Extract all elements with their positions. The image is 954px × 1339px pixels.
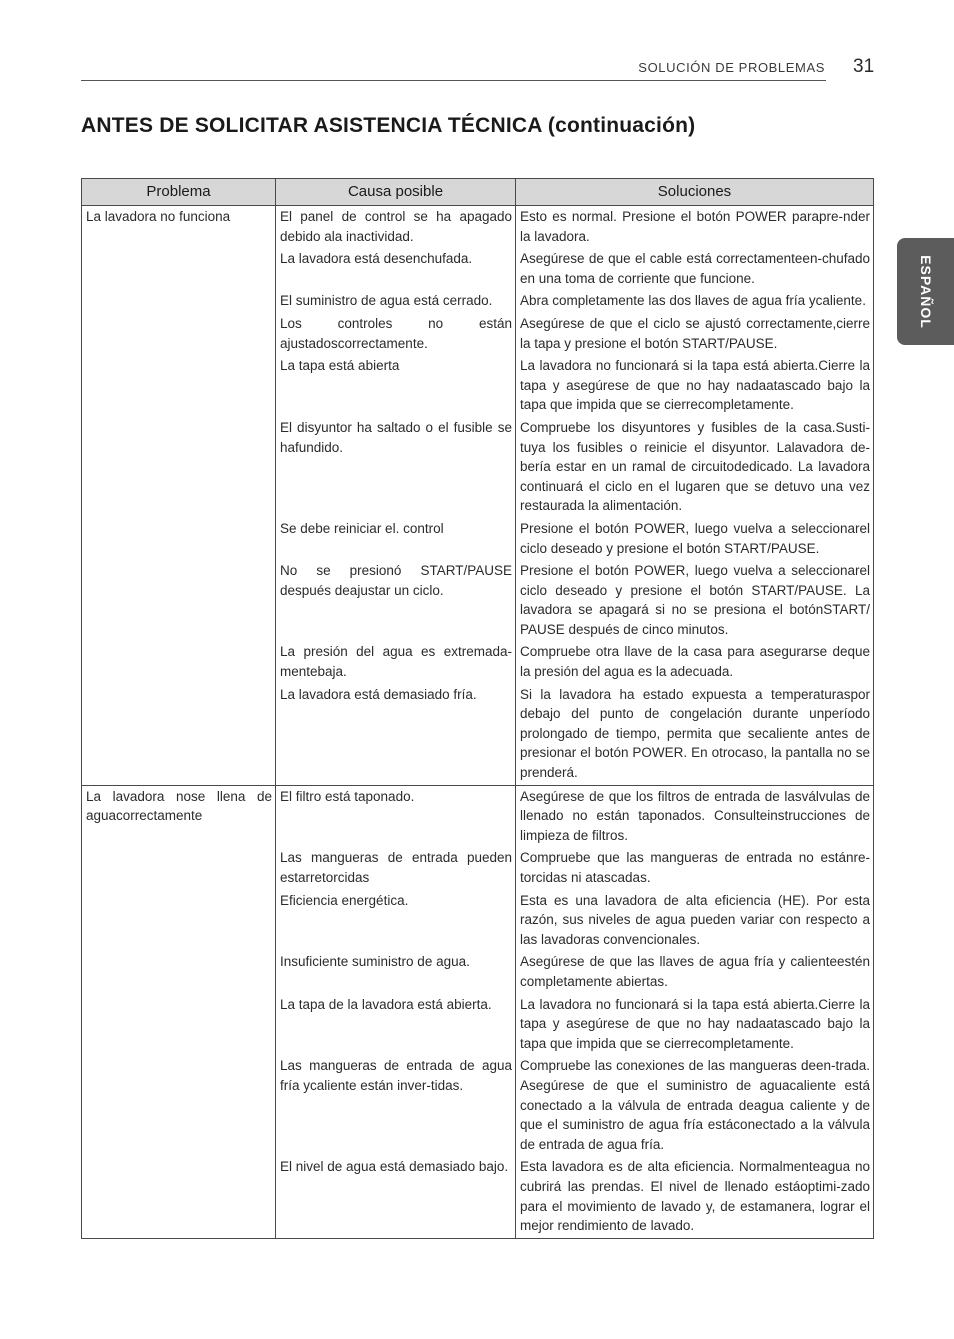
solution-cell [516, 313, 874, 355]
table-row [82, 890, 874, 952]
page-number: 31 [853, 56, 875, 77]
problem-cell [82, 641, 276, 683]
solution-text: Asegúrese de que el ciclo se ajustó correctamente,cierre la tapa y presione el botón START/PAUSE. [520, 315, 870, 351]
solution-text: Si la lavadora ha estado expuesta a temperaturaspor debajo del punto de congelación durante unperíodo prolongado de tiempo, permita que secaliente antes de presionar el botón POWER. En otrocaso, la pantalla no se prenderá. [520, 686, 870, 781]
solution-cell [516, 290, 874, 313]
solution-cell [516, 248, 874, 290]
solution-text: Esta lavadora es de alta eficiencia. Normalmenteagua no cubrirá las prendas. El nivel de llenado estáoptimi-zado para el movimiento de lavado y, de estamanera, lograr el mejor rendimiento de lavado. [520, 1159, 870, 1234]
table-row [82, 518, 874, 560]
solution-cell [516, 560, 874, 641]
cause-text: Eficiencia energética. [280, 892, 409, 908]
solution-cell [516, 684, 874, 785]
solution-cell [516, 951, 874, 993]
cause-cell [276, 1156, 516, 1238]
cause-cell [276, 248, 516, 290]
solution-text: La lavadora no funcionará si la tapa está abierta.Cierre la tapa y asegúrese de que no hay nadaatascado bajo la tapa que impida que se cierrecompletamente. [520, 996, 870, 1051]
cause-cell [276, 994, 516, 1056]
cause-cell [276, 417, 516, 518]
solution-cell [516, 206, 874, 249]
table-header-row [82, 179, 874, 206]
troubleshooting-table [81, 178, 874, 1239]
table-row [82, 313, 874, 355]
table-row [82, 1055, 874, 1156]
solution-text: La lavadora no funcionará si la tapa está abierta.Cierre la tapa y asegúrese de que no hay nadaatascado bajo la tapa que impida que se cierrecompletamente. [520, 358, 870, 413]
table-row [82, 641, 874, 683]
cause-cell [276, 290, 516, 313]
cause-cell [276, 890, 516, 952]
problem-text: La lavadora no funciona [86, 209, 231, 224]
table-row [82, 206, 874, 249]
solution-text: Asegúrese de que los filtros de entrada de lasválvulas de llenado no están taponados. Consulteinstrucciones de limpieza de filtros. [520, 788, 870, 843]
cause-cell [276, 560, 516, 641]
cause-cell [276, 313, 516, 355]
solution-cell [516, 417, 874, 518]
table-row [82, 684, 874, 785]
cause-text: No se presionó START/PAUSE después deajustar un ciclo. [280, 563, 512, 598]
solution-text: Compruebe otra llave de la casa para asegurarse deque la presión del agua es la adecuada. [520, 644, 870, 680]
table-row [82, 560, 874, 641]
cause-cell [276, 951, 516, 993]
language-tab [897, 238, 954, 345]
solution-cell [516, 355, 874, 417]
solution-cell [516, 785, 874, 847]
cause-cell [276, 847, 516, 889]
cause-text: Las mangueras de entrada pueden estarretorcidas [280, 850, 512, 885]
problem-cell [82, 355, 276, 417]
solution-text: Esto es normal. Presione el botón POWER parapre-nder la lavadora. [520, 209, 870, 244]
cause-text: Se debe reiniciar el. control [280, 520, 444, 536]
solution-cell [516, 994, 874, 1056]
solution-text: Compruebe las conexiones de las mangueras deen-trada. Asegúrese de que el suministro de aguacaliente está conectado a la válvula de entrada deagua caliente y de que el suministro de agua fría estáconectado a la válvula de entrada de agua fría. [520, 1058, 870, 1152]
column-header-problem: Problema [82, 179, 276, 206]
cause-cell [276, 684, 516, 785]
cause-cell [276, 518, 516, 560]
table-row [82, 847, 874, 889]
problem-text: La lavadora nose llena de aguacorrectamente [86, 788, 272, 824]
cause-cell [276, 641, 516, 683]
table-row [82, 248, 874, 290]
cause-text: El filtro está taponado. [280, 788, 415, 804]
cause-text: La tapa está abierta [280, 358, 400, 374]
solution-cell [516, 518, 874, 560]
solution-text: Asegúrese de que las llaves de agua fría y calienteestén completamente abiertas. [520, 954, 870, 989]
cause-text: El disyuntor ha saltado o el fusible se hafundido. [280, 419, 512, 455]
cause-text: El nivel de agua está demasiado bajo. [280, 1159, 509, 1175]
problem-cell [82, 1055, 276, 1156]
table-row [82, 785, 874, 847]
cause-text: La presión del agua es extremada-mentebaja. [280, 644, 512, 680]
problem-cell [82, 1156, 276, 1238]
solution-text: Asegúrese de que el cable está correctamenteen-chufado en una toma de corriente que funcione. [520, 251, 870, 286]
problem-cell [82, 890, 276, 952]
solution-cell [516, 890, 874, 952]
problem-cell [82, 847, 276, 889]
problem-cell [82, 951, 276, 993]
problem-cell [82, 785, 276, 847]
cause-text: El panel de control se ha apagado debido ala inactividad. [280, 209, 512, 244]
table-row [82, 1156, 874, 1238]
cause-cell [276, 1055, 516, 1156]
problem-cell [82, 560, 276, 641]
solution-text: Esta es una lavadora de alta eficiencia (HE). Por esta razón, sus niveles de agua pueden variar con respecto a las lavadoras convencionales. [520, 892, 870, 947]
column-header-solution: Soluciones [516, 179, 874, 206]
solution-cell [516, 641, 874, 683]
problem-cell [82, 206, 276, 249]
page-title: ANTES DE SOLICITAR ASISTENCIA TÉCNICA (continuación) [81, 114, 696, 137]
problem-cell [82, 684, 276, 785]
problem-cell [82, 994, 276, 1056]
solution-cell [516, 1156, 874, 1238]
solution-cell [516, 847, 874, 889]
language-tab-label: ESPAÑOL [917, 254, 934, 329]
solution-cell [516, 1055, 874, 1156]
problem-cell [82, 417, 276, 518]
table-row [82, 951, 874, 993]
problem-cell [82, 248, 276, 290]
section-header: SOLUCIÓN DE PROBLEMAS [638, 60, 825, 75]
problem-cell [82, 313, 276, 355]
solution-text: Compruebe los disyuntores y fusibles de la casa.Susti-tuya los fusibles o reinicie el disyuntor. Lalavadora de-bería estar en un ramal de circuitodedicado. La lavadora continuará el ciclo en el lugaren que se detuvo una vez restaurada la alimentación. [520, 419, 870, 514]
cause-cell [276, 206, 516, 249]
column-header-cause: Causa posible [276, 179, 516, 206]
cause-text: La lavadora está desenchufada. [280, 251, 473, 267]
solution-text: Presione el botón POWER, luego vuelva a seleccionarel ciclo deseado y presione el botón START/PAUSE. La lavadora se apagará si no se presiona el botónSTART/ PAUSE después de cinco minutos. [520, 563, 870, 637]
header-divider [81, 80, 826, 81]
solution-text: Compruebe que las mangueras de entrada no estánre-torcidas ni atascadas. [520, 850, 870, 885]
table-row [82, 417, 874, 518]
cause-text: El suministro de agua está cerrado. [280, 293, 493, 309]
table-row [82, 355, 874, 417]
cause-cell [276, 785, 516, 847]
cause-text: Insuficiente suministro de agua. [280, 954, 470, 970]
cause-text: Las mangueras de entrada de agua fría ycaliente están inver-tidas. [280, 1058, 512, 1093]
table-row [82, 290, 874, 313]
cause-cell [276, 355, 516, 417]
problem-cell [82, 290, 276, 313]
solution-text: Abra completamente las dos llaves de agua fría ycaliente. [520, 293, 866, 309]
cause-text: La lavadora está demasiado fría. [280, 686, 477, 702]
table-row [82, 994, 874, 1056]
problem-cell [82, 518, 276, 560]
cause-text: Los controles no están ajustadoscorrectamente. [280, 315, 512, 351]
solution-text: Presione el botón POWER, luego vuelva a seleccionarel ciclo deseado y presione el botón START/PAUSE. [520, 520, 870, 556]
cause-text: La tapa de la lavadora está abierta. [280, 996, 492, 1012]
